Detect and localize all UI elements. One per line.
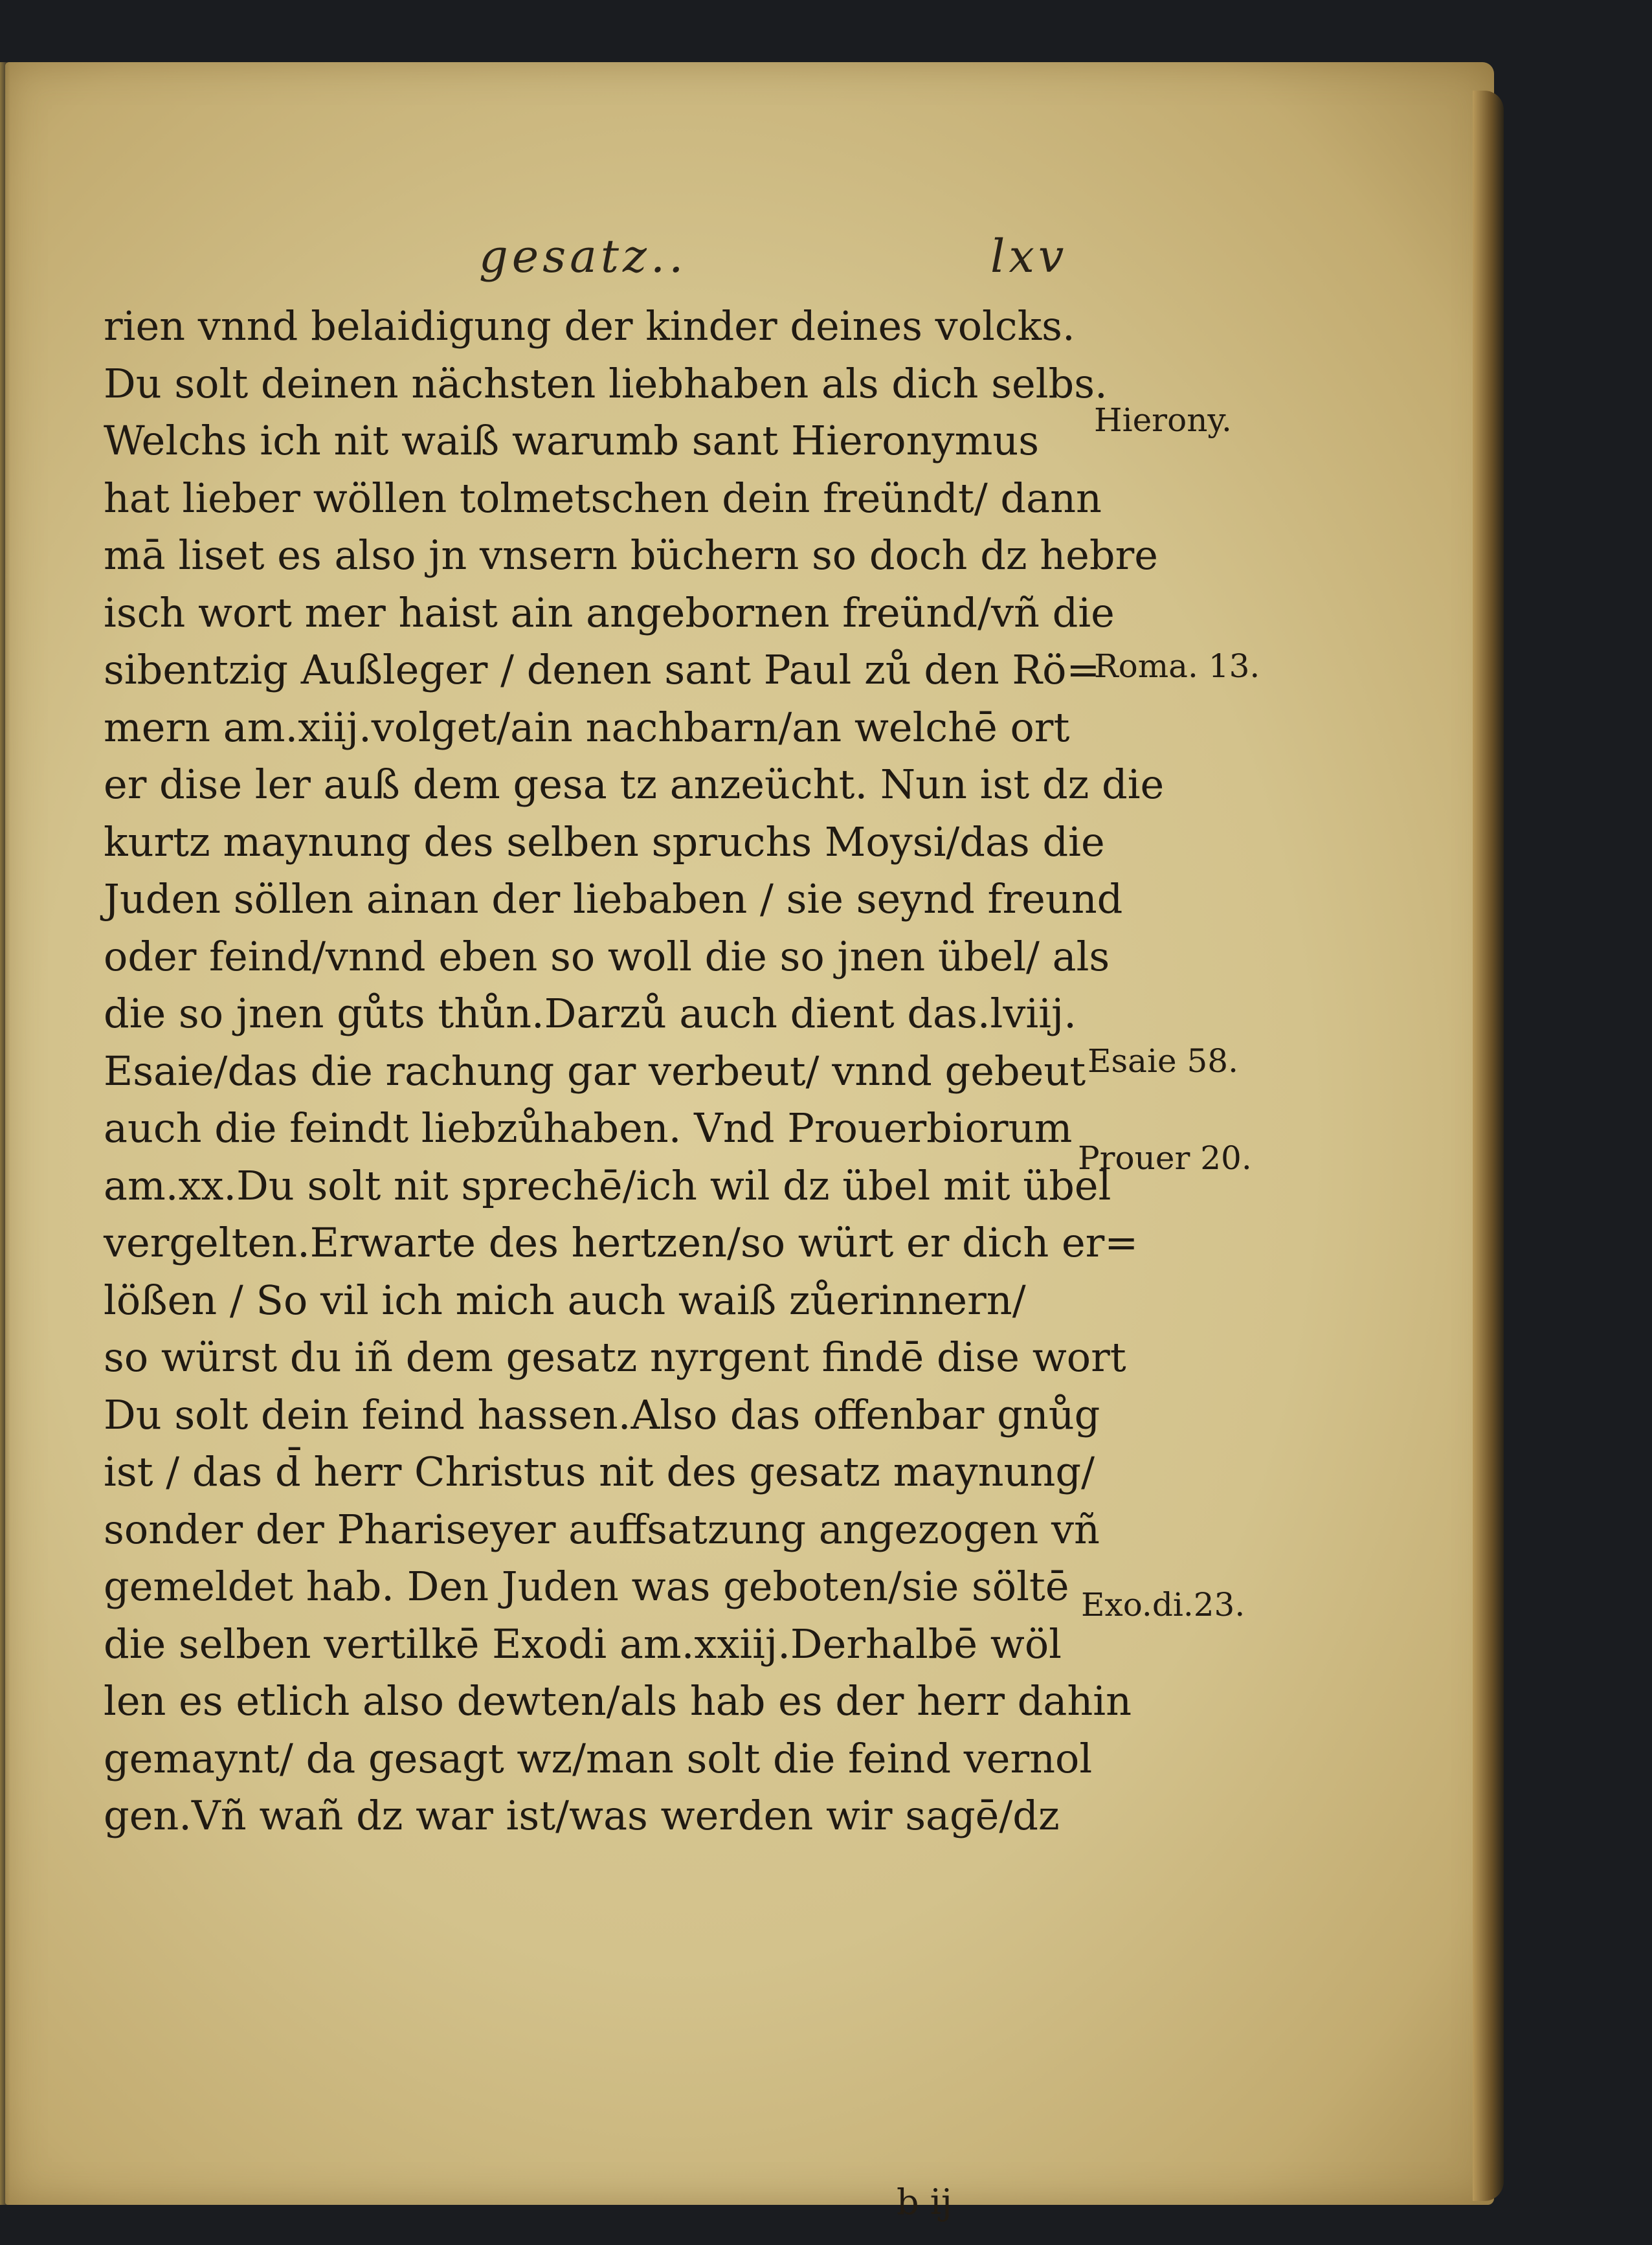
page-gutter-shadow — [0, 62, 10, 2205]
text-line: auch die feindt liebzůhaben. Vnd Prouerbiorum — [104, 1104, 1073, 1152]
text-line: gemaynt/ da gesagt wz/man solt die feind vernol — [104, 1734, 1093, 1782]
margin-note-proverbs: Prouer 20. — [1078, 1139, 1252, 1177]
signature-mark: b ij — [897, 2182, 952, 2222]
text-line: len es etlich also dewten/als hab es der herr dahin — [104, 1677, 1132, 1725]
margin-note-hieronymus: Hierony. — [1094, 401, 1232, 439]
text-line: Welchs ich nit waiß warumb sant Hieronymus — [104, 417, 1040, 464]
folio-number: lxv — [990, 230, 1068, 283]
text-line: er dise ler auß dem gesa tz anzeücht. Nun ist dz die — [104, 761, 1165, 808]
text-line: isch wort mer haist ain angebornen freünd/vñ die — [104, 588, 1115, 636]
running-head: gesatz.. — [479, 230, 687, 283]
text-line: lößen / So vil ich mich auch waiß zůerinnern/ — [104, 1276, 1026, 1324]
margin-note-esaias: Esaie 58. — [1088, 1042, 1238, 1080]
text-line: mern am.xiij.volget/ain nachbarn/an welchē ort — [104, 703, 1070, 751]
page-edge-shadow — [1473, 91, 1504, 2201]
text-line: vergelten.Erwarte des hertzen/so würt er dich er= — [104, 1219, 1139, 1266]
text-line: die so jnen gůts thůn.Darzů auch dient das.lviij. — [104, 990, 1077, 1037]
margin-note-romans: Roma. 13. — [1094, 647, 1260, 685]
text-line: mā liset es also jn vnsern büchern so doch dz hebre — [104, 531, 1158, 579]
text-line: Juden söllen ainan der liebaben / sie seynd freund — [104, 875, 1123, 922]
text-line: die selben vertilkē Exodi am.xxiij.Derhalbē wöl — [104, 1620, 1062, 1668]
text-line: rien vnnd belaidigung der kinder deines volcks. — [104, 302, 1075, 350]
margin-note-exodus: Exo.di.23. — [1081, 1586, 1245, 1624]
text-line: gemeldet hab. Den Juden was geboten/sie söltē — [104, 1563, 1069, 1610]
text-line: am.xx.Du solt nit sprechē/ich wil dz übel mit übel — [104, 1161, 1111, 1209]
text-line: oder feind/vnnd eben so woll die so jnen übel/ als — [104, 932, 1110, 980]
text-line: ist / das d̄ herr Christus nit des gesatz maynung/ — [104, 1448, 1095, 1495]
text-line: so würst du iñ dem gesatz nyrgent findē dise wort — [104, 1334, 1126, 1381]
text-line: kurtz maynung des selben spruchs Moysi/das die — [104, 818, 1105, 866]
text-line: sibentzig Außleger / denen sant Paul zů den Rö= — [104, 646, 1100, 693]
text-line: Esaie/das die rachung gar verbeut/ vnnd gebeut — [104, 1047, 1086, 1095]
text-line: sonder der Phariseyer auffsatzung angezogen vñ — [104, 1505, 1100, 1553]
text-line: Du solt dein feind hassen.Also das offenbar gnůg — [104, 1391, 1100, 1438]
text-line: Du solt deinen nächsten liebhaben als dich selbs. — [104, 359, 1108, 407]
text-line: hat lieber wöllen tolmetschen dein freündt/ dann — [104, 474, 1102, 522]
text-line: gen.Vñ wañ dz war ist/was werden wir sagē/dz — [104, 1792, 1060, 1839]
